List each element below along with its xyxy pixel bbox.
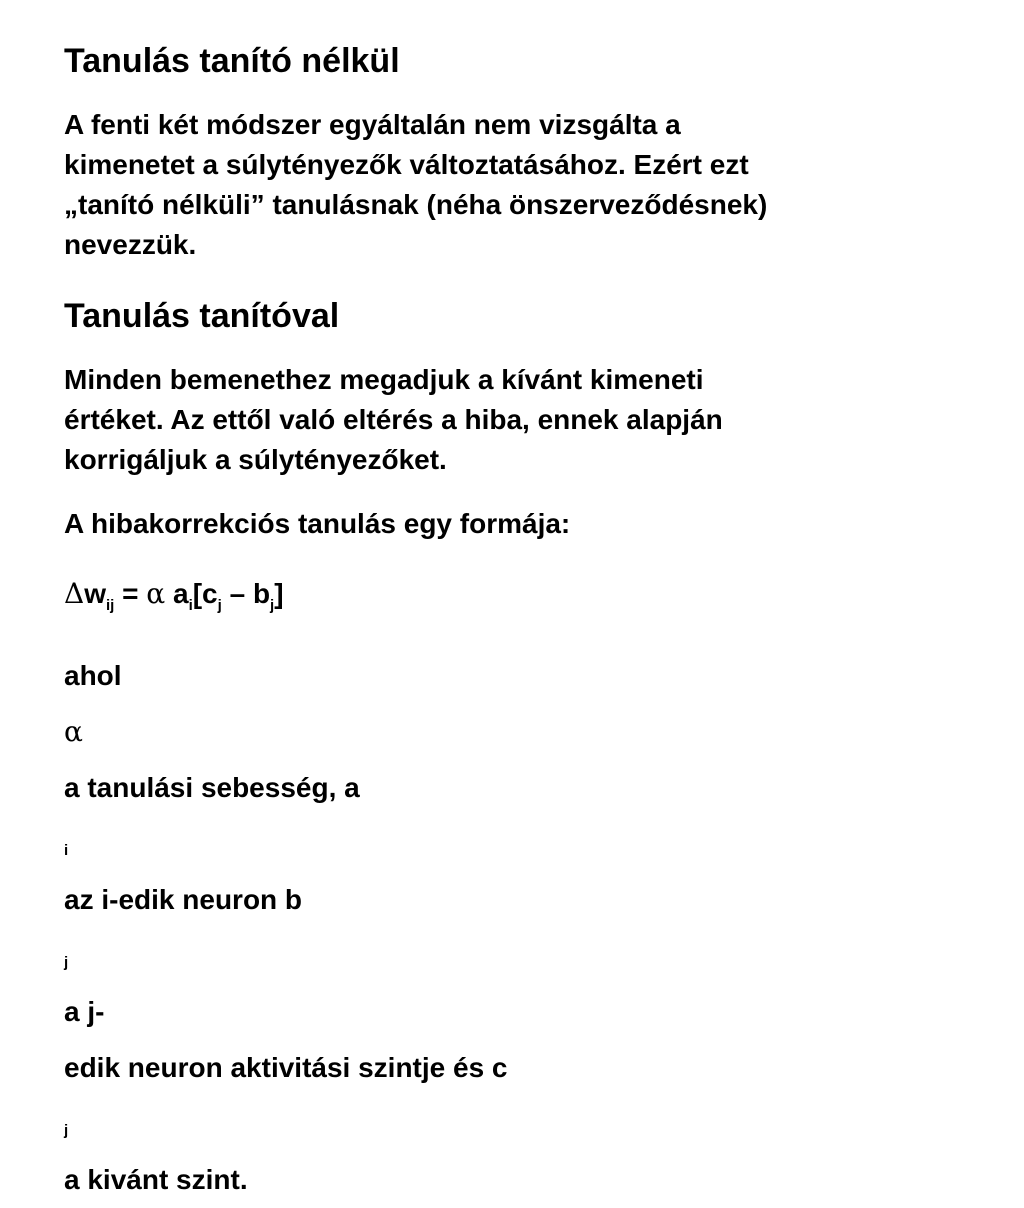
formula-bracket-c: [c	[192, 578, 218, 609]
paragraph-line: korrigáljuk a súlytényezőket.	[64, 444, 447, 475]
paragraph-line: kimenetet a súlytényezők változtatásához. Ezért ezt	[64, 149, 749, 180]
paragraph-supervised	[64, 360, 723, 480]
explanation-fragment: a tanulási sebesség, a	[64, 772, 360, 803]
formula-minus-b: – b	[221, 578, 271, 609]
formula-b-subscript: j	[270, 597, 275, 614]
alpha-symbol: α	[146, 577, 166, 610]
explanation-fragment: az i-edik neuron b	[64, 884, 303, 915]
explanation-line-1	[64, 648, 508, 1040]
explanation-fragment: edik neuron aktivitási szintje és c	[64, 1052, 508, 1083]
section-title-supervised: Tanulás tanítóval	[64, 297, 340, 335]
formula-equals: =	[114, 578, 147, 609]
delta-symbol: Δ	[64, 577, 85, 610]
paragraph-line: Minden bemenethez megadjuk a kívánt kimeneti	[64, 364, 704, 395]
alpha-symbol: α	[64, 715, 83, 748]
formula-a: a	[165, 578, 189, 609]
formula-a-subscript: i	[188, 597, 193, 614]
formula-w: w	[84, 578, 107, 609]
formula-w-subscript: ij	[106, 597, 115, 614]
explanation-text	[64, 648, 508, 1208]
learning-formula	[64, 576, 284, 617]
explanation-line-2	[64, 1040, 508, 1208]
paragraph-line: A fenti két módszer egyáltalán nem vizsgálta a	[64, 109, 681, 140]
paragraph-line: „tanító nélküli” tanulásnak (néha önszerveződésnek)	[64, 189, 768, 220]
paragraph-line: értéket. Az ettől való eltérés a hiba, ennek alapján	[64, 404, 723, 435]
b-subscript: j	[64, 954, 69, 971]
section-title-unsupervised: Tanulás tanító nélkül	[64, 42, 400, 80]
formula-c-subscript: j	[217, 597, 222, 614]
explanation-fragment: ahol	[64, 660, 122, 691]
a-subscript: i	[64, 842, 69, 859]
c-subscript: j	[64, 1122, 69, 1139]
paragraph-line: nevezzük.	[64, 229, 197, 260]
paragraph-unsupervised	[64, 105, 767, 265]
formula-bracket-close: ]	[274, 578, 284, 609]
intro-text: A hibakorrekciós tanulás egy formája:	[64, 508, 571, 539]
explanation-fragment: a j-	[64, 996, 105, 1027]
explanation-fragment: a kivánt szint.	[64, 1164, 248, 1195]
